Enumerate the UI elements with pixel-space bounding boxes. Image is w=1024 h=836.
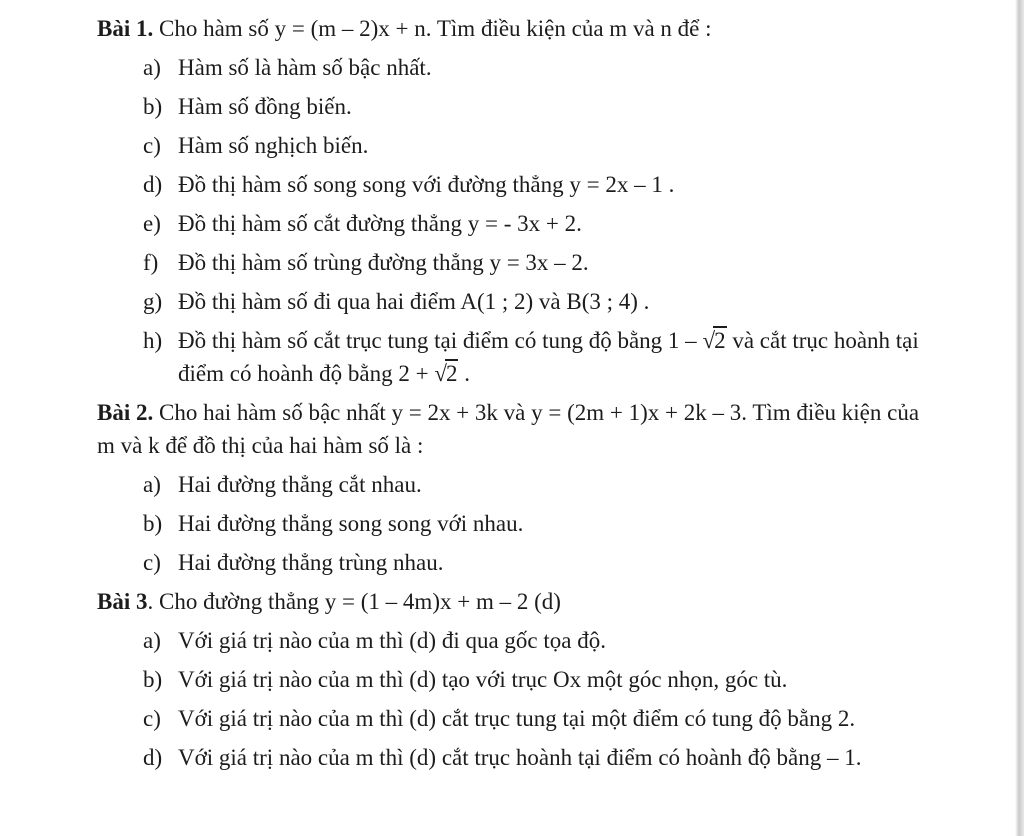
- problem-3-statement: . Cho đường thẳng y = (1 – 4m)x + m – 2 (d): [147, 589, 561, 614]
- item-label: h): [143, 328, 163, 353]
- radicand: 2: [445, 361, 458, 386]
- problem-1-item-c: [97, 129, 928, 162]
- problem-3-item-b: [97, 663, 928, 696]
- problem-1-item-d: [97, 168, 928, 201]
- item-text: Với giá trị nào của m thì (d) cắt trục hoành tại điểm có hoành độ bằng – 1.: [178, 745, 862, 770]
- item-text: Hàm số nghịch biến.: [178, 133, 369, 158]
- problem-1-item-a: [97, 51, 928, 84]
- radical-sign: √: [702, 328, 715, 353]
- problem-2-item-b: [97, 507, 928, 540]
- problem-1-item-g: [97, 285, 928, 318]
- item-text: Hàm số đồng biến.: [178, 94, 352, 119]
- item-text: Với giá trị nào của m thì (d) đi qua gốc tọa độ.: [178, 628, 606, 653]
- item-text: Đồ thị hàm số song song với đường thẳng y = 2x – 1 .: [178, 172, 675, 197]
- item-text-segment: .: [458, 361, 470, 386]
- problem-2: [97, 396, 928, 579]
- problem-2-item-c: [97, 546, 928, 579]
- item-label: e): [143, 211, 161, 236]
- item-text: [178, 324, 928, 390]
- item-text: Hai đường thẳng trùng nhau.: [178, 550, 444, 575]
- problem-1-item-e: [97, 207, 928, 240]
- item-text-segment: Đồ thị hàm số cắt trục tung tại điểm có tung độ bằng 1 –: [178, 328, 703, 353]
- item-text: Hai đường thẳng song song với nhau.: [178, 511, 524, 536]
- item-label: b): [143, 511, 163, 536]
- item-text: Với giá trị nào của m thì (d) tạo với trục Ox một góc nhọn, góc tù.: [178, 667, 788, 692]
- problem-3-item-a: [97, 624, 928, 657]
- item-label: b): [143, 667, 163, 692]
- item-label: a): [143, 55, 161, 80]
- radical-sign: √: [434, 361, 446, 386]
- problem-2-title: [97, 396, 928, 462]
- problem-1-title: [97, 12, 928, 45]
- problem-2-statement: Cho hai hàm số bậc nhất y = 2x + 3k và y = (2m + 1)x + 2k – 3. Tìm điều kiện của m và k để đồ thị của hai hàm số là :: [97, 400, 920, 458]
- problem-1: [97, 12, 928, 390]
- item-label: f): [143, 250, 159, 275]
- item-label: c): [143, 133, 161, 158]
- item-text: Hai đường thẳng cắt nhau.: [178, 472, 422, 497]
- item-text: Với giá trị nào của m thì (d) cắt trục tung tại một điểm có tung độ bằng 2.: [178, 706, 856, 731]
- scrollbar[interactable]: [1015, 0, 1024, 836]
- problem-3-item-c: [97, 702, 928, 735]
- problem-1-item-f: [97, 246, 928, 279]
- problem-3-title: [97, 585, 928, 618]
- item-label: c): [143, 706, 161, 731]
- sqrt-expression: [702, 328, 726, 353]
- item-label: a): [143, 628, 161, 653]
- item-text: Đồ thị hàm số cắt đường thẳng y = - 3x + 2.: [178, 211, 582, 236]
- problem-1-item-h: [97, 324, 928, 390]
- sqrt-expression: [434, 361, 458, 386]
- item-text: Đồ thị hàm số đi qua hai điểm A(1 ; 2) và B(3 ; 4) .: [178, 289, 650, 314]
- radicand: 2: [714, 328, 726, 353]
- item-text: Hàm số là hàm số bậc nhất.: [178, 55, 432, 80]
- problem-1-statement: Cho hàm số y = (m – 2)x + n. Tìm điều kiện của m và n để :: [153, 16, 712, 41]
- item-label: c): [143, 550, 161, 575]
- item-label: d): [143, 172, 163, 197]
- item-text-segment: và cắt trục hoành tại điểm có hoành độ bằng 2 +: [178, 328, 919, 386]
- item-label: g): [143, 289, 163, 314]
- problem-1-number: Bài 1.: [97, 16, 154, 41]
- problem-2-number: Bài 2.: [97, 400, 154, 425]
- problem-1-item-b: [97, 90, 928, 123]
- item-label: b): [143, 94, 163, 119]
- problem-3-item-d: [97, 741, 928, 774]
- problem-2-item-a: [97, 468, 928, 501]
- problem-3: [97, 585, 928, 774]
- item-label: d): [143, 745, 163, 770]
- item-label: a): [143, 472, 161, 497]
- item-text: Đồ thị hàm số trùng đường thẳng y = 3x – 2.: [178, 250, 589, 275]
- problem-3-number: Bài 3: [97, 589, 148, 614]
